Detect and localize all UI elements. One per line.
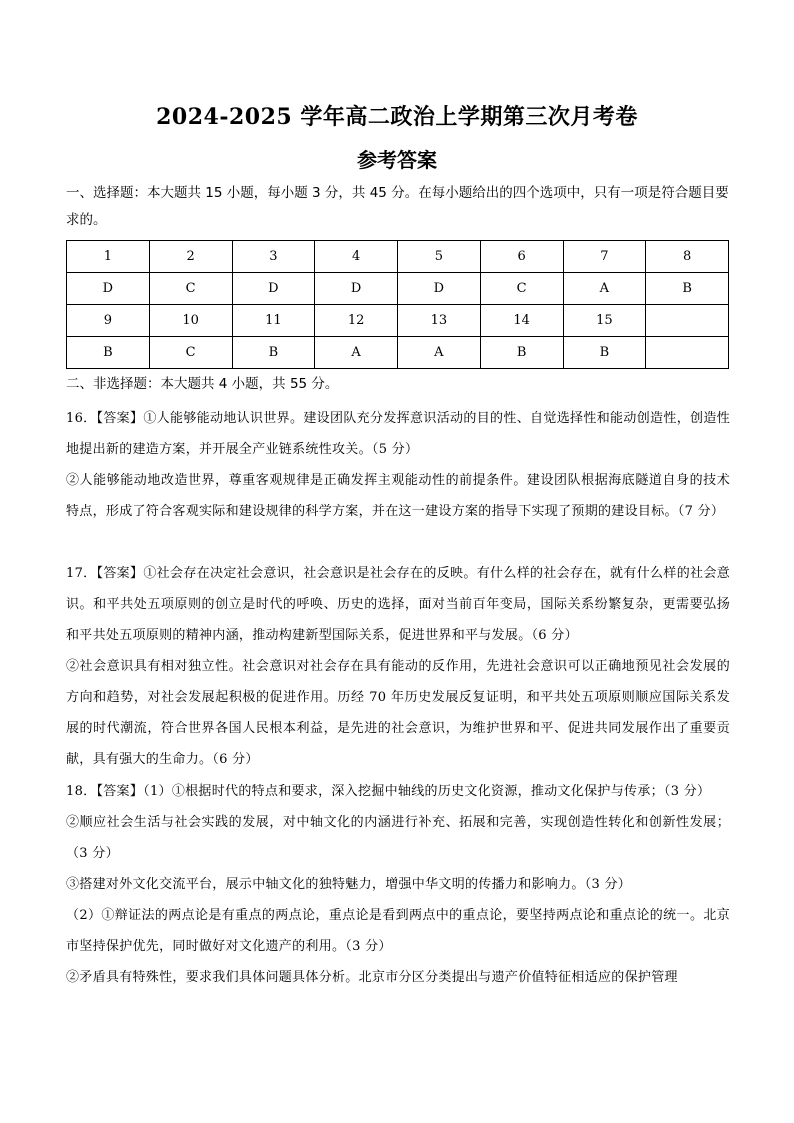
table-cell: 10 <box>149 305 232 337</box>
answer-q16 <box>66 403 730 527</box>
table-cell: 11 <box>232 305 315 337</box>
table-cell: A <box>398 337 481 369</box>
answer-paragraph: ②人能够能动地改造世界，尊重客观规律是正确发挥主观能动性的前提条件。建设团队根据海底隧道自身的技术特点，形成了符合客观实际和建设规律的科学方案，并在这一建设方案的指导下实现了预期的建设目标。（7 分） <box>66 473 730 519</box>
table-cell: 3 <box>232 241 315 273</box>
table-row <box>67 305 729 337</box>
table-cell: 13 <box>398 305 481 337</box>
table-cell: 12 <box>315 305 398 337</box>
answer-paragraph: ②顺应社会生活与社会实践的发展，对中轴文化的内涵进行补充、拓展和完善，实现创造性转化和创新性发展；（3 分） <box>66 815 730 861</box>
table-cell: 15 <box>563 305 646 337</box>
table-cell: 4 <box>315 241 398 273</box>
answer-table <box>66 240 729 369</box>
table-cell: 6 <box>480 241 563 273</box>
table-cell: 5 <box>398 241 481 273</box>
table-cell: C <box>480 273 563 305</box>
table-row <box>67 337 729 369</box>
table-cell: D <box>398 273 481 305</box>
table-cell: B <box>67 337 150 369</box>
answer-q17 <box>66 558 730 775</box>
table-cell: B <box>563 337 646 369</box>
answer-paragraph: ②矛盾具有特殊性，要求我们具体问题具体分析。北京市分区分类提出与遗产价值特征相适应的保护管理 <box>66 970 678 985</box>
answer-paragraph: 17．【答案】①社会存在决定社会意识，社会意识是社会存在的反映。有什么样的社会存在，就有什么样的社会意识。和平共处五项原则的创立是时代的呼唤、历史的选择，面对当前百年变局，国际关系纷繁复杂，更需要弘扬和平共处五项原则的精神内涵，推动构建新型国际关系，促进世界和平与发展。（6 分） <box>66 566 730 643</box>
answer-paragraph: 18．【答案】（1）①根据时代的特点和要求，深入挖掘中轴线的历史文化资源，推动文化保护与传承；（3 分） <box>66 784 711 799</box>
page-subtitle: 参考答案 <box>357 148 437 172</box>
table-cell: B <box>232 337 315 369</box>
table-row <box>67 273 729 305</box>
table-cell: C <box>149 337 232 369</box>
table-cell: 8 <box>646 241 729 273</box>
table-cell <box>646 337 729 369</box>
table-cell: D <box>67 273 150 305</box>
answer-paragraph: 16．【答案】①人能够能动地认识世界。建设团队充分发挥意识活动的目的性、自觉选择性和能动创造性，创造性地提出新的建造方案，并开展全产业链系统性攻关。（5 分） <box>66 411 730 457</box>
section-1-heading: 一、选择题：本大题共 15 小题，每小题 3 分，共 45 分。在每小题给出的四个选项中，只有一项是符合题目要求的。 <box>66 185 729 228</box>
table-cell: 1 <box>67 241 150 273</box>
table-cell: B <box>480 337 563 369</box>
table-cell: 9 <box>67 305 150 337</box>
table-cell: A <box>315 337 398 369</box>
page-title: 2024-2025 学年高二政治上学期第三次月考卷 <box>156 104 638 130</box>
table-cell: 14 <box>480 305 563 337</box>
table-cell: D <box>315 273 398 305</box>
answer-paragraph: （2）①辩证法的两点论是有重点的两点论，重点论是看到两点中的重点论，要坚持两点论和重点论的统一。北京市坚持保护优先，同时做好对文化遗产的利用。（3 分） <box>66 908 730 954</box>
answer-paragraph: ③搭建对外文化交流平台，展示中轴文化的独特魅力，增强中华文明的传播力和影响力。（3 分） <box>66 877 632 892</box>
table-cell: A <box>563 273 646 305</box>
table-cell: C <box>149 273 232 305</box>
table-cell: 2 <box>149 241 232 273</box>
table-cell: B <box>646 273 729 305</box>
table-cell <box>646 305 729 337</box>
answer-paragraph: ②社会意识具有相对独立性。社会意识对社会存在具有能动的反作用，先进社会意识可以正确地预见社会发展的方向和趋势，对社会发展起积极的促进作用。历经 70 年历史发展反复证明，和平共处五项原则顺应国际关系发展的时代潮流，符合世界各国人民根本利益，是先进的社会意识，为维护世界和平、促进共同发展作出了重要贡献，具有强大的生命力。（6 分） <box>66 659 730 767</box>
section-2-heading: 二、非选择题：本大题共 4 小题，共 55 分。 <box>66 376 339 392</box>
table-row <box>67 241 729 273</box>
answer-q18 <box>66 776 730 993</box>
table-cell: 7 <box>563 241 646 273</box>
table-cell: D <box>232 273 315 305</box>
